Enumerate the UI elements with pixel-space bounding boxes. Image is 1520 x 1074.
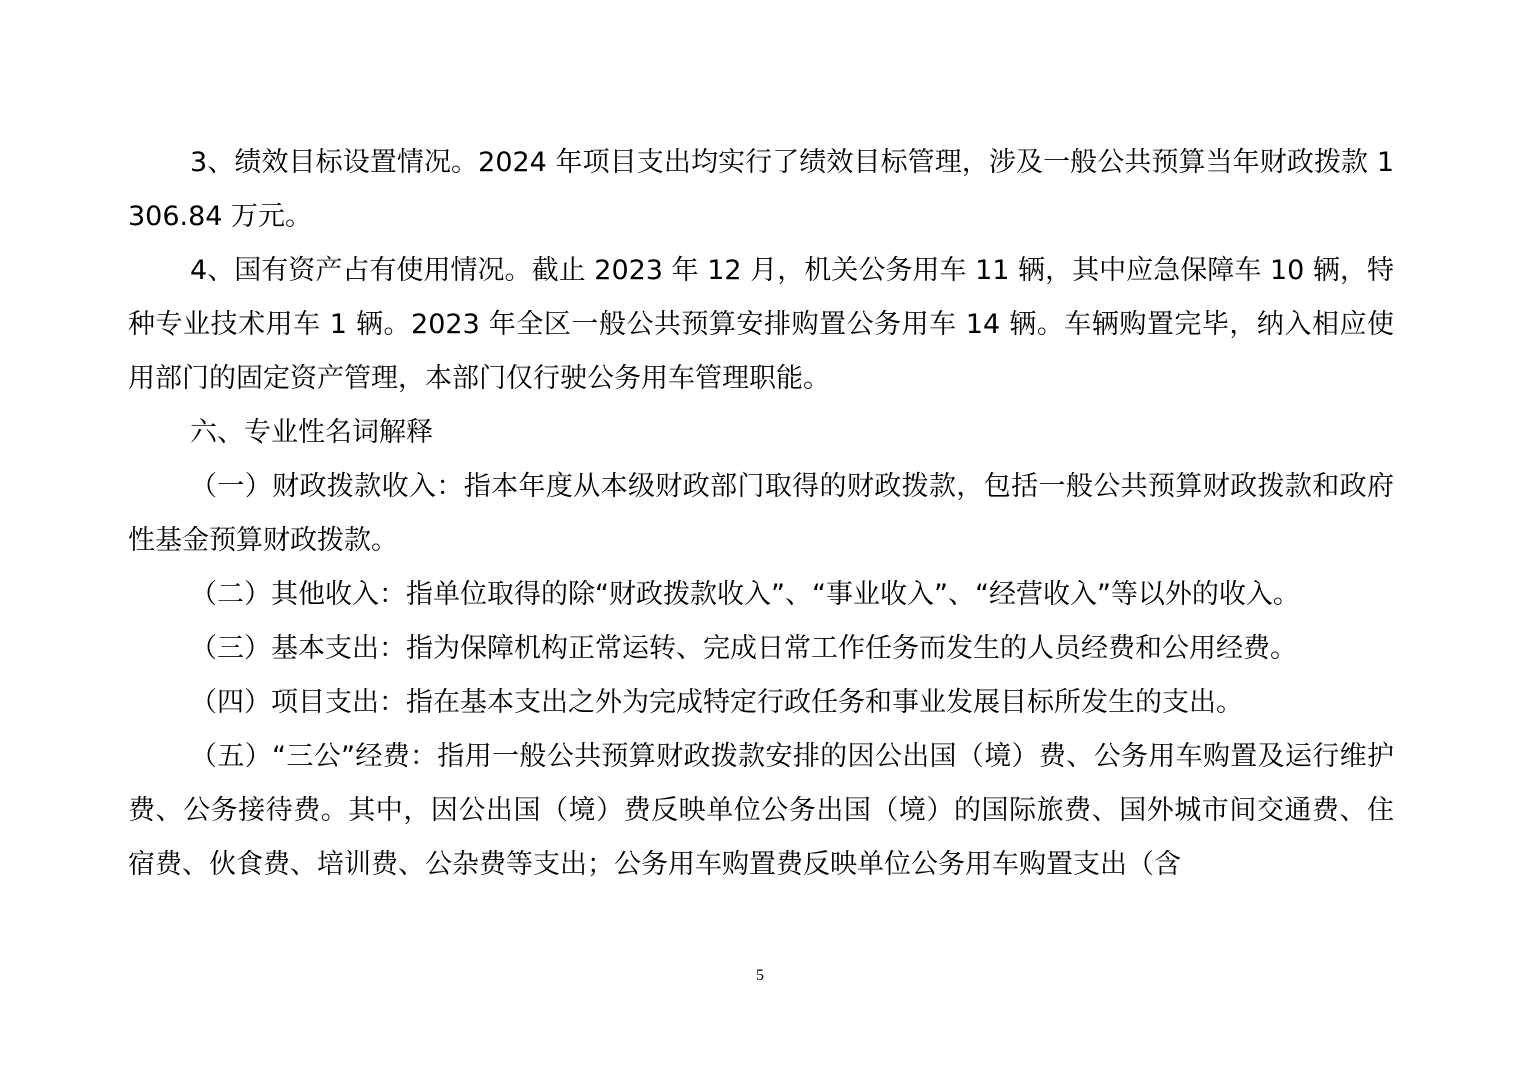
paragraph-performance-targets: 3、绩效目标设置情况。2024 年项目支出均实行了绩效目标管理，涉及一般公共预算当年财政拨款 1306.84 万元。 — [128, 147, 1394, 232]
paragraph-three-public-expenses: （五）“三公”经费：指用一般公共预算财政拨款安排的因公出国（境）费、公务用车购置及运行维护费、公务接待费。其中，因公出国（境）费反映单位公务出国（境）的国际旅费、国外城市间交通费、住宿费、伙食费、培训费、公杂费等支出；公务用车购置费反映单位公务用车购置支出（含 — [128, 741, 1394, 880]
page-number: 5 — [756, 967, 764, 984]
paragraph-project-expenditure: （四）项目支出：指在基本支出之外为完成特定行政任务和事业发展目标所发生的支出。 — [190, 687, 1243, 718]
paragraph-basic-expenditure: （三）基本支出：指为保障机构正常运转、完成日常工作任务而发生的人员经费和公用经费。 — [190, 633, 1297, 664]
paragraph-other-income: （二）其他收入：指单位取得的除“财政拨款收入”、“事业收入”、“经营收入”等以外的收入。 — [190, 579, 1300, 610]
body-text — [128, 136, 1394, 892]
paragraph-state-assets: 4、国有资产占有使用情况。截止 2023 年 12 月，机关公务用车 11 辆，其中应急保障车 10 辆，特种专业技术用车 1 辆。2023 年全区一般公共预算安排购置公务用车 14 辆。车辆购置完毕，纳入相应使用部门的固定资产管理，本部门仅行驶公务用车管理职能。 — [128, 255, 1394, 394]
section-heading-terms: 六、专业性名词解释 — [190, 417, 433, 448]
paragraph-fiscal-appropriation-income: （一）财政拨款收入：指本年度从本级财政部门取得的财政拨款，包括一般公共预算财政拨款和政府性基金预算财政拨款。 — [128, 471, 1394, 556]
